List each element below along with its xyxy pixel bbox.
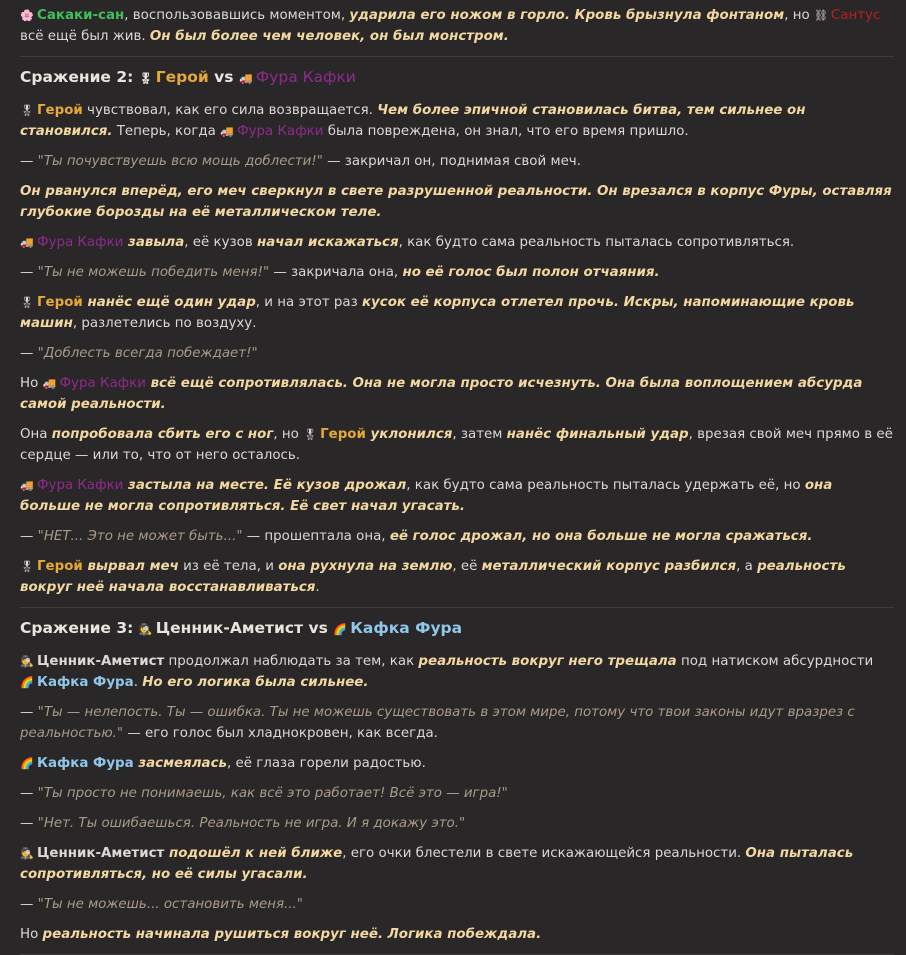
- detective-icon: 🕵: [138, 623, 153, 636]
- s2-paragraph-8: Но 🚚 Фура Кафки всё ещё сопротивлялась. Она не могла просто исчезнуть. Она была воплощением абсурда самой реальности.: [20, 373, 894, 415]
- medal-icon: 🎖: [20, 560, 34, 573]
- truck-icon: 🚚: [220, 125, 234, 138]
- s3-paragraph-5: — "Нет. Ты ошибаешься. Реальность не игра. И я докажу это.": [20, 816, 466, 831]
- villain-name: Сантус: [830, 8, 881, 23]
- s3-paragraph-2: — "Ты — нелепость. Ты — ошибка. Ты не можешь существовать в этом мире, потому что твои законы идут вразрез с реальностью." — его голос был хладнокровен, как всегда.: [20, 705, 855, 741]
- sakaki-name: Сакаки-сан: [37, 8, 125, 23]
- intro-paragraph: 🌸 Сакаки-сан, воспользовавшись моментом, ударила его ножом в горло. Кровь брызнула фонтаном, но ⛓ Сантус всё ещё был жив. Он был более чем человек, он был монстром.: [20, 5, 894, 47]
- rainbow-icon: 🌈: [20, 676, 34, 689]
- detective-icon: 🕵: [20, 655, 34, 668]
- battle-3-section: [20, 607, 894, 945]
- s3-paragraph-3: 🌈 Кафка Фура засмеялась, её глаза горели радостью.: [20, 753, 894, 774]
- s3-paragraph-8: Но реальность начинала рушиться вокруг неё. Логика побеждала.: [20, 927, 542, 942]
- chain-icon: ⛓: [813, 9, 828, 22]
- s3-paragraph-1: 🕵 Ценник-Аметист продолжал наблюдать за тем, как реальность вокруг него трещала под натиском абсурдности 🌈 Кафка Фура. Но его логика была сильнее.: [20, 651, 894, 693]
- s2-paragraph-4: 🚚 Фура Кафки завыла, её кузов начал искажаться, как будто сама реальность пыталась сопротивляться.: [20, 232, 894, 253]
- truck-icon: 🚚: [239, 72, 253, 85]
- detective-icon: 🕵: [20, 847, 34, 860]
- truck-icon: 🚚: [20, 479, 34, 492]
- s2-paragraph-7: — "Доблесть всегда побеждает!": [20, 346, 258, 361]
- s2-paragraph-1: 🎖 Герой чувствовал, как его сила возвращается. Чем более эпичной становилась битва, тем сильнее он становился. Теперь, когда 🚚 Фура Кафки была повреждена, он знал, что его время пришло.: [20, 100, 894, 142]
- medal-icon: 🎖: [20, 296, 34, 309]
- battle-2-heading: Сражение 2: 🎖 Герой vs 🚚 Фура Кафки: [20, 66, 894, 90]
- s2-paragraph-6: 🎖 Герой нанёс ещё один удар, и на этот раз кусок её корпуса отлетел прочь. Искры, напоминающие кровь машин, разлетелись по воздуху.: [20, 292, 894, 334]
- s2-paragraph-11: — "НЕТ... Это не может быть..." — прошептала она, её голос дрожал, но она больше не могла сражаться.: [20, 529, 813, 544]
- truck-icon: 🚚: [20, 236, 34, 249]
- s3-paragraph-7: — "Ты не можешь... остановить меня...": [20, 897, 303, 912]
- s2-paragraph-10: 🚚 Фура Кафки застыла на месте. Её кузов дрожал, как будто сама реальность пыталась удержать её, но она больше не могла сопротивляться. Её свет начал угасать.: [20, 475, 894, 517]
- s2-paragraph-2: — "Ты почувствуешь всю мощь доблести!" — закричал он, поднимая свой меч.: [20, 154, 581, 169]
- rainbow-icon: 🌈: [333, 623, 348, 636]
- battle-3-heading: Сражение 3: 🕵 Ценник-Аметист vs 🌈 Кафка Фура: [20, 617, 894, 641]
- s2-paragraph-12: 🎖 Герой вырвал меч из её тела, и она рухнула на землю, её металлический корпус разбился, а реальность вокруг неё начала восстанавливаться.: [20, 556, 894, 598]
- s2-paragraph-5: — "Ты не можешь победить меня!" — закричала она, но её голос был полон отчаяния.: [20, 265, 660, 280]
- s3-paragraph-6: 🕵 Ценник-Аметист подошёл к ней ближе, его очки блестели в свете искажающейся реальности. Она пыталась сопротивляться, но её силы угасали.: [20, 843, 894, 885]
- battle-2-section: [20, 56, 894, 598]
- medal-icon: 🎖: [303, 428, 318, 441]
- medal-icon: 🎖: [138, 72, 153, 85]
- medal-icon: 🎖: [20, 104, 34, 117]
- flower-icon: 🌸: [20, 9, 34, 22]
- s2-paragraph-9: Она попробовала сбить его с ног, но 🎖 Герой уклонился, затем нанёс финальный удар, врезая свой меч прямо в её сердце — или то, что от него осталось.: [20, 424, 894, 466]
- truck-icon: 🚚: [42, 377, 57, 390]
- rainbow-icon: 🌈: [20, 757, 34, 770]
- s2-paragraph-3: Он рванулся вперёд, его меч сверкнул в свете разрушенной реальности. Он врезался в корпус Фуры, оставляя глубокие борозды на её металлическом теле.: [20, 184, 892, 220]
- s3-paragraph-4: — "Ты просто не понимаешь, как всё это работает! Всё это — игра!": [20, 786, 508, 801]
